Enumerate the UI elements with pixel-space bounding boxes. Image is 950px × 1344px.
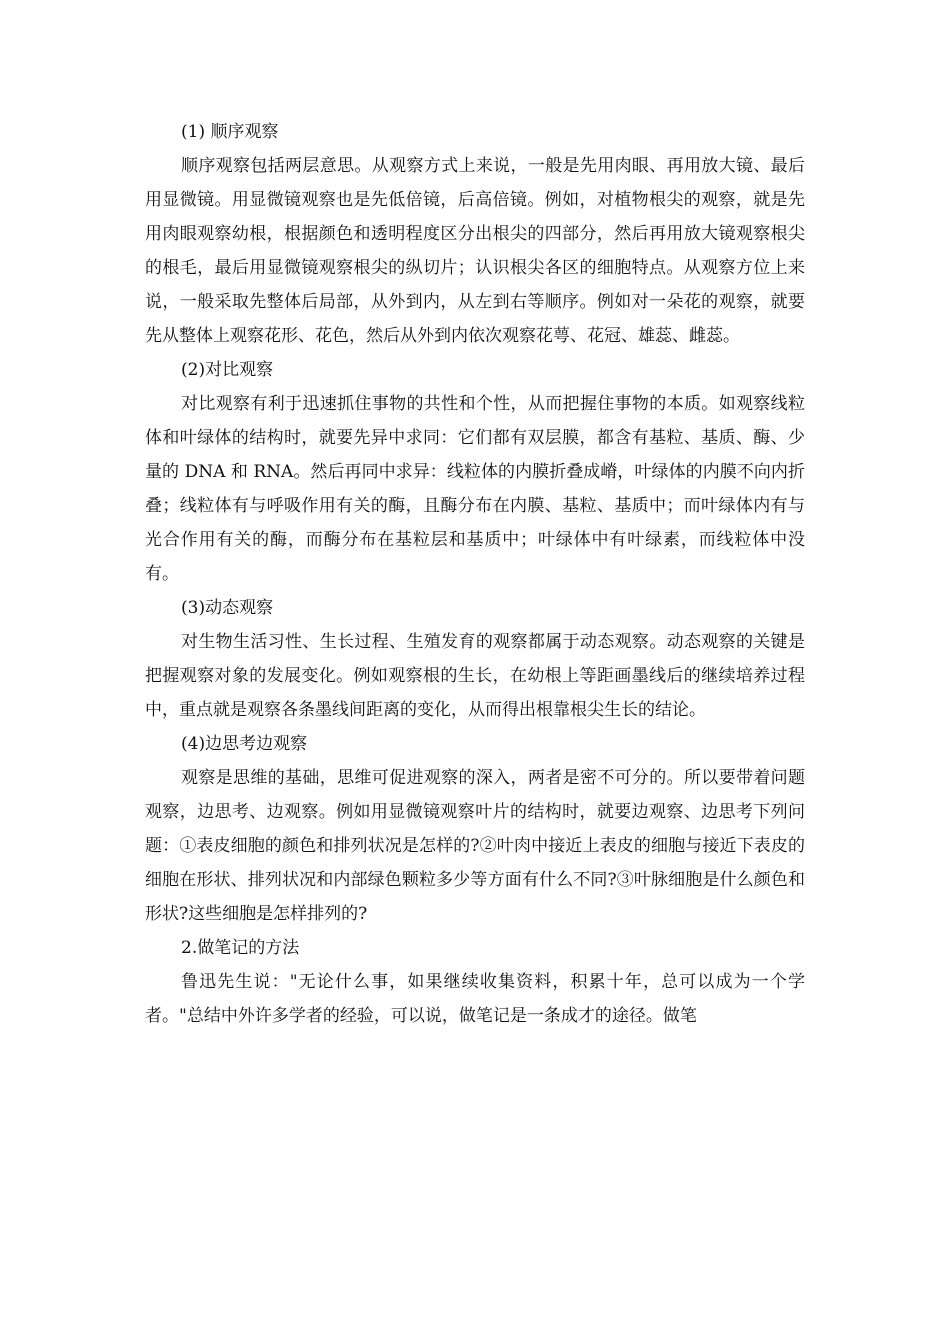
section-heading-comparative-observation: (2)对比观察 — [181, 360, 274, 380]
section-heading-dynamic-observation: (3)动态观察 — [181, 598, 274, 618]
section-heading-sequential-observation: (1) 顺序观察 — [181, 122, 279, 142]
paragraph-dynamic-observation: 对生物生活习性、生长过程、生殖发育的观察都属于动态观察。动态观察的关键是把握观察对象的发展变化。例如观察根的生长，在幼根上等距画墨线后的继续培养过程中，重点就是观察各条墨线间距离的变化，从而得出根靠根尖生长的结论。 — [145, 632, 805, 720]
paragraph-note-taking: 鲁迅先生说："无论什么事，如果继续收集资料，积累十年，总可以成为一个学者。"总结中外许多学者的经验，可以说，做笔记是一条成才的途径。做笔 — [145, 972, 805, 1026]
paragraph-sequential-observation: 顺序观察包括两层意思。从观察方式上来说，一般是先用肉眼、再用放大镜、最后用显微镜。用显微镜观察也是先低倍镜，后高倍镜。例如，对植物根尖的观察，就是先用肉眼观察幼根，根据颜色和透明程度区分出根尖的四部分，然后再用放大镜观察根尖的根毛，最后用显微镜观察根尖的纵切片；认识根尖各区的细胞特点。从观察方位上来说，一般采取先整体后局部，从外到内，从左到右等顺序。例如对一朵花的观察，就要先从整体上观察花形、花色，然后从外到内依次观察花萼、花冠、雄蕊、雌蕊。 — [145, 156, 805, 346]
paragraph-comparative-observation: 对比观察有利于迅速抓住事物的共性和个性，从而把握住事物的本质。如观察线粒体和叶绿体的结构时，就要先异中求同：它们都有双层膜，都含有基粒、基质、酶、少量的 DNA 和 RNA。然后再同中求异：线粒体的内膜折叠成嵴，叶绿体的内膜不向内折叠；线粒体有与呼吸作用有关的酶，且酶分布在内膜、基粒、基质中；而叶绿体内有与光合作用有关的酶，而酶分布在基粒层和基质中；叶绿体中有叶绿素，而线粒体中没有。 — [145, 394, 805, 584]
paragraph-thinking-observation: 观察是思维的基础，思维可促进观察的深入，两者是密不可分的。所以要带着问题观察，边思考、边观察。例如用显微镜观察叶片的结构时，就要边观察、边思考下列问题：①表皮细胞的颜色和排列状况是怎样的?②叶肉中接近上表皮的细胞与接近下表皮的细胞在形状、排列状况和内部绿色颗粒多少等方面有什么不同?③叶脉细胞是什么颜色和形状?这些细胞是怎样排列的? — [145, 768, 805, 924]
section-heading-note-taking: 2.做笔记的方法 — [181, 938, 300, 958]
section-heading-thinking-observation: (4)边思考边观察 — [181, 734, 308, 754]
document-body — [145, 115, 805, 1033]
